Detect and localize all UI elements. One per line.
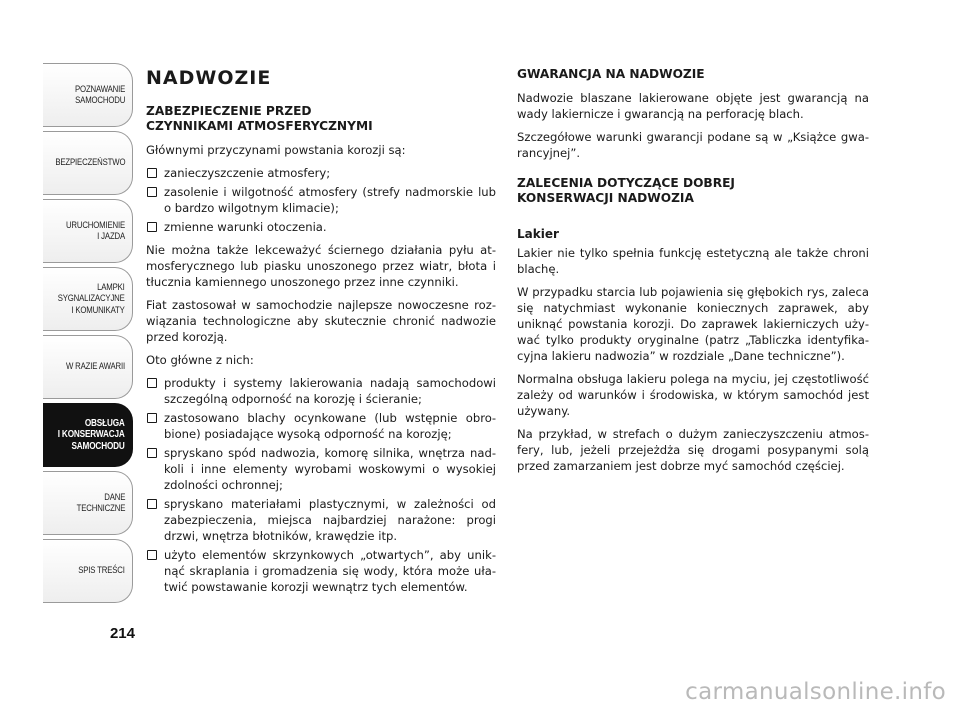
tab-label: OBSŁUGA I KONSERWACJA SAMOCHODU xyxy=(58,417,125,452)
tab-obsluga-i-konserwacja[interactable] xyxy=(43,403,133,467)
chapter-tabs xyxy=(43,63,133,607)
causes-intro: Głównymi przyczynami powstania korozji są: xyxy=(146,143,406,157)
paragraph: W przypadku starcia lub pojawienia się głębokich rys, zaleca się natychmiast wykonanie koniecznych zaprawek, aby uniknąć powstania korozji. Do zaprawek lakierniczych używać tylko produkty oryginalne (patrz „Tabliczka identyfikacyjna lakieru nadwozia” w rozdziale „Dane techniczne”). xyxy=(517,285,869,363)
tab-dane-techniczne[interactable] xyxy=(43,471,133,535)
solutions-list xyxy=(146,375,496,595)
tab-bezpieczenstwo[interactable] xyxy=(43,131,133,195)
list-item: zastosowano blachy ocynkowane (lub wstępnie obrobione) posiadające wysoką odporność na korozję; xyxy=(146,410,496,442)
page-number: 214 xyxy=(109,625,135,642)
list-item: zmienne warunki otoczenia. xyxy=(146,219,496,235)
tab-spis-tresci[interactable] xyxy=(43,539,133,603)
page-title: NADWOZIE xyxy=(146,67,272,89)
left-column xyxy=(146,67,496,602)
tab-label: DANE TECHNICZNE xyxy=(76,491,125,514)
list-item: produkty i systemy lakierowania nadają samochodowi szczególną odporność na korozję i ścieranie; xyxy=(146,375,496,407)
warranty-heading: GWARANCJA NA NADWOZIE xyxy=(517,67,705,81)
list-item: spryskano materiałami plastycznymi, w zależności od zabezpieczenia, miejsca najbardziej narażone: progi drzwi, wnętrza błotników, krawędzie itp. xyxy=(146,496,496,544)
right-column xyxy=(517,67,869,481)
list-item: spryskano spód nadwozia, komorę silnika, wnętrza nadkoli i inne elementy wyrobami woskowymi o wysokiej zdolności ochronnej; xyxy=(146,445,496,493)
tab-label: POZNAWANIE SAMOCHODU xyxy=(74,83,125,106)
paragraph: Nie można także lekceważyć ściernego działania pyłu atmosferycznego lub piasku unoszonego przez wiatr, błota i tłucznia kamiennego unoszonego przez inne czynniki. xyxy=(146,243,496,289)
section-heading: ZABEZPIECZENIE PRZED CZYNNIKAMI ATMOSFERYCZNYMI xyxy=(146,104,373,133)
causes-list xyxy=(146,165,496,235)
tab-label: BEZPIECZEŃSTWO xyxy=(55,157,125,169)
paragraph: Lakier nie tylko spełnia funkcję estetyczną ale także chroni blachę. xyxy=(517,246,869,276)
list-item: użyto elementów skrzynkowych „otwartych”, aby uniknąć skraplania i gromadzenia się wody, która może ułatwić powstawanie korozji wewnątrz tych elementów. xyxy=(146,547,496,595)
paragraph: Nadwozie blaszane lakierowane objęte jest gwarancją na wady lakiernicze i gwarancją na perforację blach. xyxy=(517,91,869,121)
tab-poznawanie-samochodu[interactable] xyxy=(43,63,133,127)
tab-label: SPIS TREŚCI xyxy=(78,565,125,577)
paragraph: Fiat zastosował w samochodzie najlepsze nowoczesne rozwiązania technologiczne aby skutecznie chronić nadwozie przed korozją. xyxy=(146,298,496,344)
paragraph: Oto główne z nich: xyxy=(146,353,254,367)
list-item: zasolenie i wilgotność atmosfery (strefy nadmorskie lub o bardzo wilgotnym klimacie); xyxy=(146,184,496,216)
tab-label: LAMPKI SYGNALIZACYJNE I KOMUNIKATY xyxy=(58,281,125,316)
paint-heading: Lakier xyxy=(517,227,559,241)
list-item: zanieczyszczenie atmosfery; xyxy=(146,165,496,181)
care-heading: ZALECENIA DOTYCZĄCE DOBREJ KONSERWACJI NADWOZIA xyxy=(517,176,735,205)
watermark: carmanualsonline.info xyxy=(685,679,946,705)
tab-uruchomienie-i-jazda[interactable] xyxy=(43,199,133,263)
tab-label: URUCHOMIENIE I JAZDA xyxy=(65,219,125,242)
tab-w-razie-awarii[interactable] xyxy=(43,335,133,399)
tab-lampki-sygnalizacyjne[interactable] xyxy=(43,267,133,331)
paragraph: Normalna obsługa lakieru polega na myciu, jej częstotliwość zależy od warunków i środowiska, w którym samochód jest używany. xyxy=(517,372,869,418)
paragraph: Szczegółowe warunki gwarancji podane są w „Książce gwarancyjnej”. xyxy=(517,130,869,160)
paragraph: Na przykład, w strefach o dużym zanieczyszczeniu atmosfery, lub, jeżeli przejeżdża się drogami posypanymi solą przed zamarzaniem jest dobrze myć samochód częściej. xyxy=(517,427,869,473)
tab-label: W RAZIE AWARII xyxy=(65,361,125,373)
